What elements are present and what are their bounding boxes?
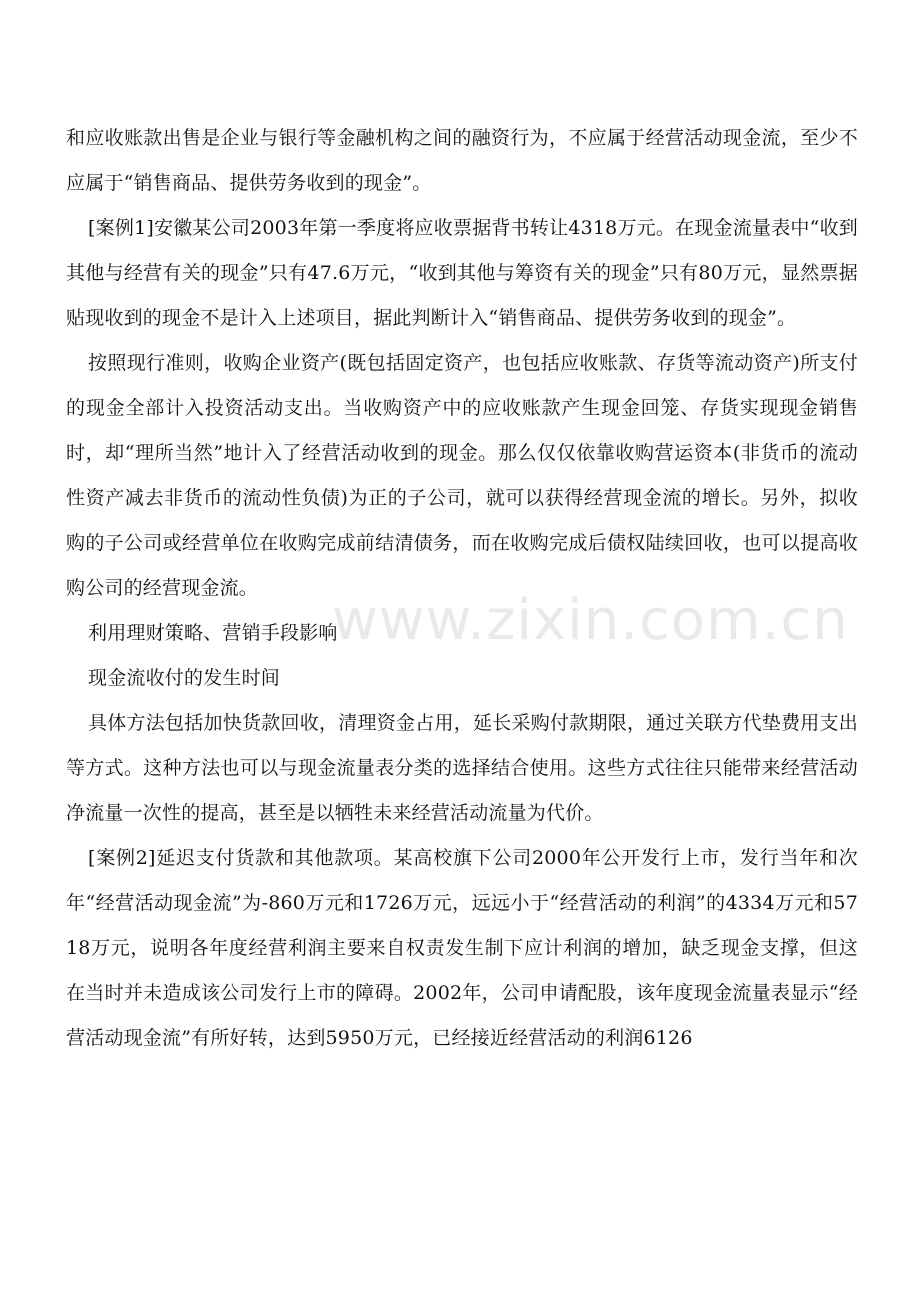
watermark: www.zixin.com.cn (332, 588, 849, 653)
paragraph-case-1: [案例1]安徽某公司2003年第一季度将应收票据背书转让4318万元。在现金流量表中“收到其他与经营有关的现金”只有47.6万元，“收到其他与筹资有关的现金”只有80万元，显然票据贴现收到的现金不是计入上述项目，据此判断计入“销售商品、提供劳务收到的现金”。 (66, 217, 858, 329)
paragraph-methods: 具体方法包括加快货款回收，清理资金占用，延长采购付款期限，通过关联方代垫费用支出等方式。这种方法也可以与现金流量表分类的选择结合使用。这些方式往往只能带来经营活动净流量一次性的提高，甚至是以牺牲未来经营活动流量为代价。 (66, 712, 858, 824)
paragraph-acquisition: 按照现行准则，收购企业资产(既包括固定资产，也包括应收账款、存货等流动资产)所支付的现金全部计入投资活动支出。当收购资产中的应收账款产生现金回笼、存货实现现金销售时，却“理所当然”地计入了经营活动收到的现金。那么仅仅依靠收购营运资本(非货币的流动性资产减去非货币的流动性负债)为正的子公司，就可以获得经营现金流的增长。另外，拟收购的子公司或经营单位在收购完成前结清债务，而在收购完成后债权陆续回收，也可以提高收购公司的经营现金流。 (66, 352, 858, 599)
section-heading-timing: 现金流收付的发生时间 (88, 667, 281, 689)
paragraph-1: 和应收账款出售是企业与银行等金融机构之间的融资行为，不应属于经营活动现金流，至少不应属于“销售商品、提供劳务收到的现金”。 (66, 127, 858, 194)
section-heading-strategy: 利用理财策略、营销手段影响 (88, 622, 338, 644)
document-body (66, 116, 858, 1061)
paragraph-case-2: [案例2]延迟支付货款和其他款项。某高校旗下公司2000年公开发行上市，发行当年和次年“经营活动现金流”为-860万元和1726万元，远远小于“经营活动的利润”的4334万元和5718万元，说明各年度经营利润主要来自权责发生制下应计利润的增加，缺乏现金支撑，但这在当时并未造成该公司发行上市的障碍。2002年，公司申请配股，该年度现金流量表显示“经营活动现金流”有所好转，达到5950万元，已经接近经营活动的利润6126 (66, 847, 858, 1049)
